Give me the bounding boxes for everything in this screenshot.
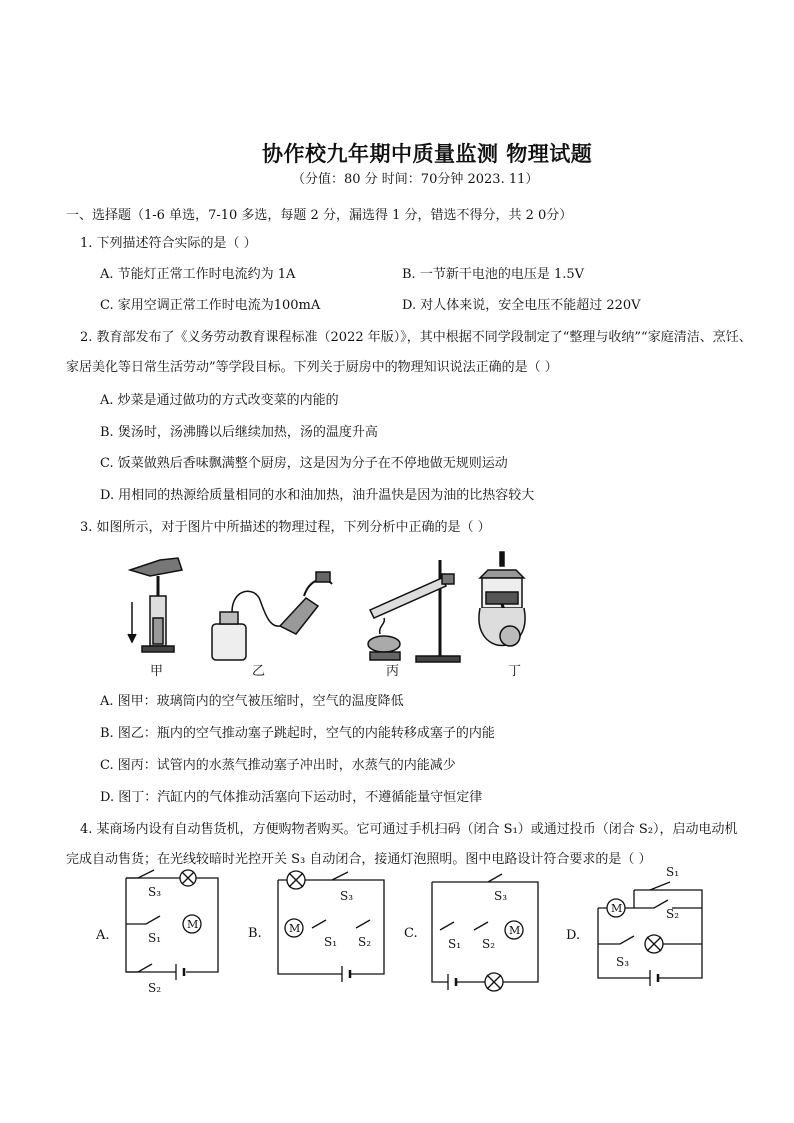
q4-stem-line1: 4. 某商场内设有自动售货机，方便购物者购买。它可通过手机扫码（闭合 S₁）或通过投币（闭合 S₂），启动电动机 [80, 822, 738, 837]
q3-option-d: D. 图丁：汽缸内的气体推动活塞向下运动时，不遵循能量守恒定律 [100, 790, 483, 805]
q4b-switch-s2: S₂ [358, 935, 372, 949]
q4d-switch-s1: S₁ [666, 865, 680, 879]
q3-option-b: B. 图乙：瓶内的空气推动塞子跳起时，空气的内能转移成塞子的内能 [100, 726, 495, 741]
q3-stem: 3. 如图所示，对于图片中所描述的物理过程，下列分析中正确的是（ ） [80, 520, 491, 535]
q2-stem-line2: 家居美化等日常生活劳动”等学段目标。下列关于厨房中的物理知识说法正确的是（ ） [66, 360, 558, 375]
q4a-motor-m: M [187, 918, 199, 931]
q2-option-b: B. 煲汤时，汤沸腾以后继续加热，汤的温度升高 [100, 425, 378, 440]
q4b-motor-m: M [289, 922, 301, 935]
q4-label-b: B. [248, 926, 262, 941]
q3-option-c: C. 图丙：试管内的水蒸气推动塞子冲出时，水蒸气的内能减少 [100, 758, 456, 773]
q3-option-a: A. 图甲：玻璃筒内的空气被压缩时，空气的温度降低 [100, 694, 404, 709]
q3-figures [120, 548, 590, 672]
q4c-switch-s2: S₂ [482, 937, 496, 951]
q2-option-c: C. 饭菜做熟后香味飘满整个厨房，这是因为分子在不停地做无规则运动 [100, 456, 508, 471]
q4-label-d: D. [566, 928, 581, 943]
fig-label-bing: 丙 [386, 664, 400, 679]
q1-stem: 1. 下列描述符合实际的是（ ） [80, 236, 257, 251]
circuit-b [272, 868, 392, 984]
q4c-motor-m: M [509, 924, 521, 937]
q2-option-d: D. 用相同的热源给质量相同的水和油加热，油升温快是因为油的比热容较大 [100, 488, 535, 503]
q4-stem-line2: 完成自动售货；在光线较暗时光控开关 S₃ 自动闭合，接通灯泡照明。图中电路设计符合要求的是（ ） [66, 852, 652, 867]
q4-label-c: C. [404, 926, 418, 941]
section-heading: 一、选择题（1-6 单选，7-10 多选，每题 2 分，漏选得 1 分，错选不得分，共 2 0分） [66, 208, 573, 223]
exam-info: （分值：80 分 时间：70分钟 2023. 11） [292, 172, 539, 187]
q4b-switch-s1: S₁ [324, 935, 338, 949]
fig-ding-engine-cylinder [479, 552, 525, 646]
q4d-motor-m: M [611, 902, 623, 915]
circuit-c [426, 868, 546, 996]
q1-option-c: C. 家用空调正常工作时电流为100mA [100, 298, 321, 313]
q2-option-a: A. 炒菜是通过做功的方式改变菜的内能的 [100, 393, 339, 408]
fig-label-yi: 乙 [252, 664, 266, 679]
q1-option-a: A. 节能灯正常工作时电流约为 1A [100, 267, 296, 282]
q4d-switch-s3: S₃ [616, 955, 630, 969]
q4c-switch-s3: S₃ [494, 889, 508, 903]
q4c-switch-s1: S₁ [448, 937, 462, 951]
q4-label-a: A. [96, 928, 110, 943]
fig-bing-test-tube [368, 560, 460, 662]
fig-jia-compression-cylinder [128, 558, 182, 652]
q1-option-d: D. 对人体来说，安全电压不能超过 220V [402, 298, 641, 313]
q4d-switch-s2: S₂ [666, 907, 680, 921]
fig-yi-bottle [212, 572, 332, 660]
q4a-switch-s3: S₃ [148, 885, 162, 899]
page-title: 协作校九年期中质量监测 物理试题 [262, 142, 593, 166]
q4a-switch-s2: S₂ [148, 981, 162, 995]
q2-stem-line1: 2. 教育部发布了《义务劳动教育课程标准（2022 年版）》，其中根据不同学段制定了“整理与收纳”“家庭清洁、烹饪、 [80, 330, 752, 345]
q1-option-b: B. 一节新干电池的电压是 1.5V [402, 267, 585, 282]
fig-label-ding: 丁 [508, 664, 522, 679]
circuit-d [590, 864, 710, 994]
circuit-a [118, 868, 228, 998]
fig-label-jia: 甲 [150, 664, 164, 679]
q4a-switch-s1: S₁ [148, 931, 162, 945]
q4b-switch-s3: S₃ [340, 889, 354, 903]
